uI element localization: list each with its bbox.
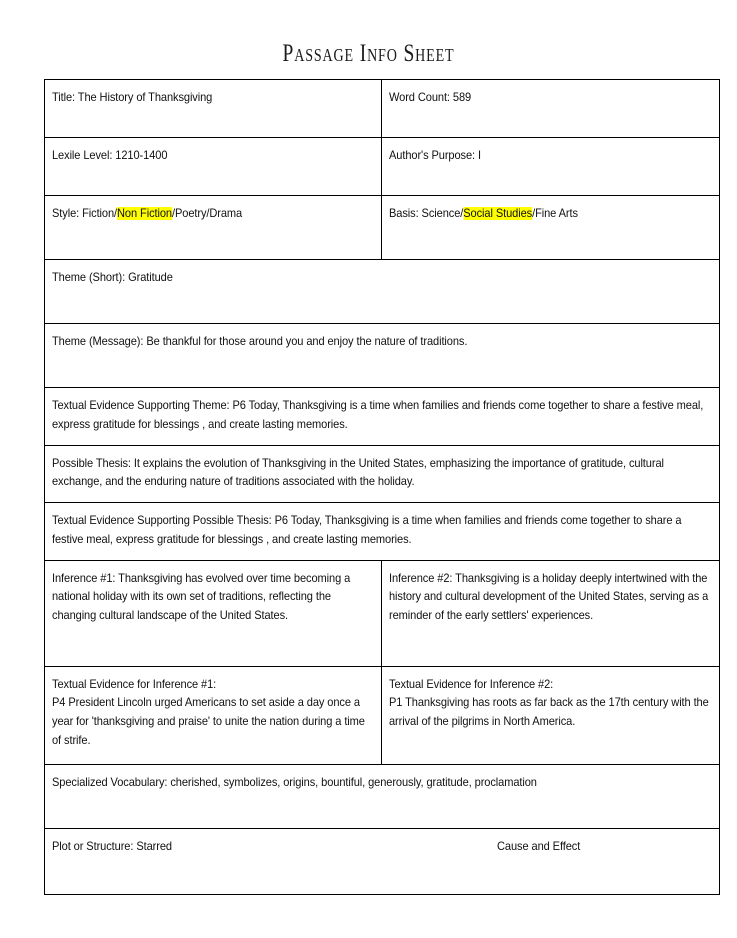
evidence-supporting-theme-value: Textual Evidence Supporting Theme: P6 Today, Thanksgiving is a time when families and friends come together to share a festive meal, express gratitude for blessings , and create lasting memories. [52, 399, 704, 431]
table-row-style-basis [45, 196, 720, 260]
evidence-inference-2-label: Textual Evidence for Inference #2: [389, 677, 554, 691]
plot-or-structure-value: Cause and Effect [497, 839, 581, 853]
lexile-level-value: Lexile Level: 1210-1400 [52, 149, 168, 162]
table-row-inference-evidence [45, 666, 720, 764]
table-row-plot-structure [45, 828, 720, 894]
cell-lexile-level [45, 138, 382, 196]
specialized-vocabulary-value: Specialized Vocabulary: cherished, symbolizes, origins, bountiful, generously, gratitude, proclamation [52, 775, 537, 789]
word-count-value: Word Count: 589 [389, 91, 472, 104]
cell-plot-or-structure [45, 828, 720, 894]
inference-2-value: Inference #2: Thanksgiving is a holiday deeply intertwined with the history and cultural development of the United States, serving as a reminder of the early settlers' experiences. [389, 571, 709, 623]
table-row-theme-message [45, 324, 720, 388]
cell-possible-thesis [45, 445, 720, 503]
inference-1-value: Inference #1: Thanksgiving has evolved over time becoming a national holiday with its own set of traditions, reflecting the changing cultural landscape of the United States. [52, 571, 351, 623]
basis-selected-highlight: Social Studies [463, 207, 533, 220]
evidence-inference-1-value: P4 President Lincoln urged Americans to set aside a day once a year for 'thanksgiving and praise' to unite the nation during a time of strife. [52, 696, 365, 748]
table-row-title-wordcount [45, 80, 720, 138]
table-row-possible-thesis [45, 445, 720, 503]
evidence-supporting-thesis-value: Textual Evidence Supporting Possible Thesis: P6 Today, Thanksgiving is a time when families and friends come together to share a festive meal, express gratitude for blessings , and create lasting memories. [52, 514, 682, 546]
style-selected-highlight: Non Fiction [117, 207, 172, 220]
theme-message-value: Theme (Message): Be thankful for those around you and enjoy the nature of traditions. [52, 335, 468, 348]
evidence-inference-1-label: Textual Evidence for Inference #1: [52, 677, 217, 691]
plot-or-structure-label: Plot or Structure: Starred [52, 839, 172, 853]
cell-evidence-inference-1 [45, 666, 382, 764]
table-row-theme-short [45, 260, 720, 324]
page-title: Passage Info Sheet [282, 40, 455, 67]
title-value: Title: The History of Thanksgiving [52, 91, 213, 104]
possible-thesis-value: Possible Thesis: It explains the evolution of Thanksgiving in the United States, emphasizing the importance of gratitude, cultural exchange, and the enduring nature of traditions associated with the holiday. [52, 456, 664, 489]
table-row-evidence-thesis [45, 503, 720, 561]
cell-theme-message [45, 324, 720, 388]
cell-basis [382, 196, 720, 260]
table-row-evidence-theme [45, 388, 720, 446]
basis-prefix: Basis: Science/ [389, 207, 464, 220]
plot-structure-row [52, 838, 712, 857]
theme-short-value: Theme (Short): Gratitude [52, 271, 173, 284]
cell-theme-short [45, 260, 720, 324]
cell-specialized-vocabulary [45, 764, 720, 828]
cell-style [45, 196, 382, 260]
evidence-inference-2-value: P1 Thanksgiving has roots as far back as the 17th century with the arrival of the pilgrims in North America. [389, 696, 709, 729]
cell-evidence-supporting-thesis [45, 503, 720, 561]
style-prefix: Style: Fiction/ [52, 207, 118, 220]
basis-suffix: /Fine Arts [532, 207, 578, 220]
table-row-inferences [45, 560, 720, 666]
passage-info-table [44, 79, 720, 895]
table-row-lexile-purpose [45, 138, 720, 196]
authors-purpose-value: Author's Purpose: I [389, 149, 482, 162]
cell-evidence-supporting-theme [45, 388, 720, 446]
table-row-specialized-vocabulary [45, 764, 720, 828]
cell-authors-purpose [382, 138, 720, 196]
cell-word-count [382, 80, 720, 138]
cell-inference-2 [382, 560, 720, 666]
cell-inference-1 [45, 560, 382, 666]
style-suffix: /Poetry/Drama [171, 207, 243, 220]
cell-evidence-inference-2 [382, 666, 720, 764]
style-value [52, 205, 374, 224]
cell-title [45, 80, 382, 138]
basis-value [389, 205, 712, 224]
